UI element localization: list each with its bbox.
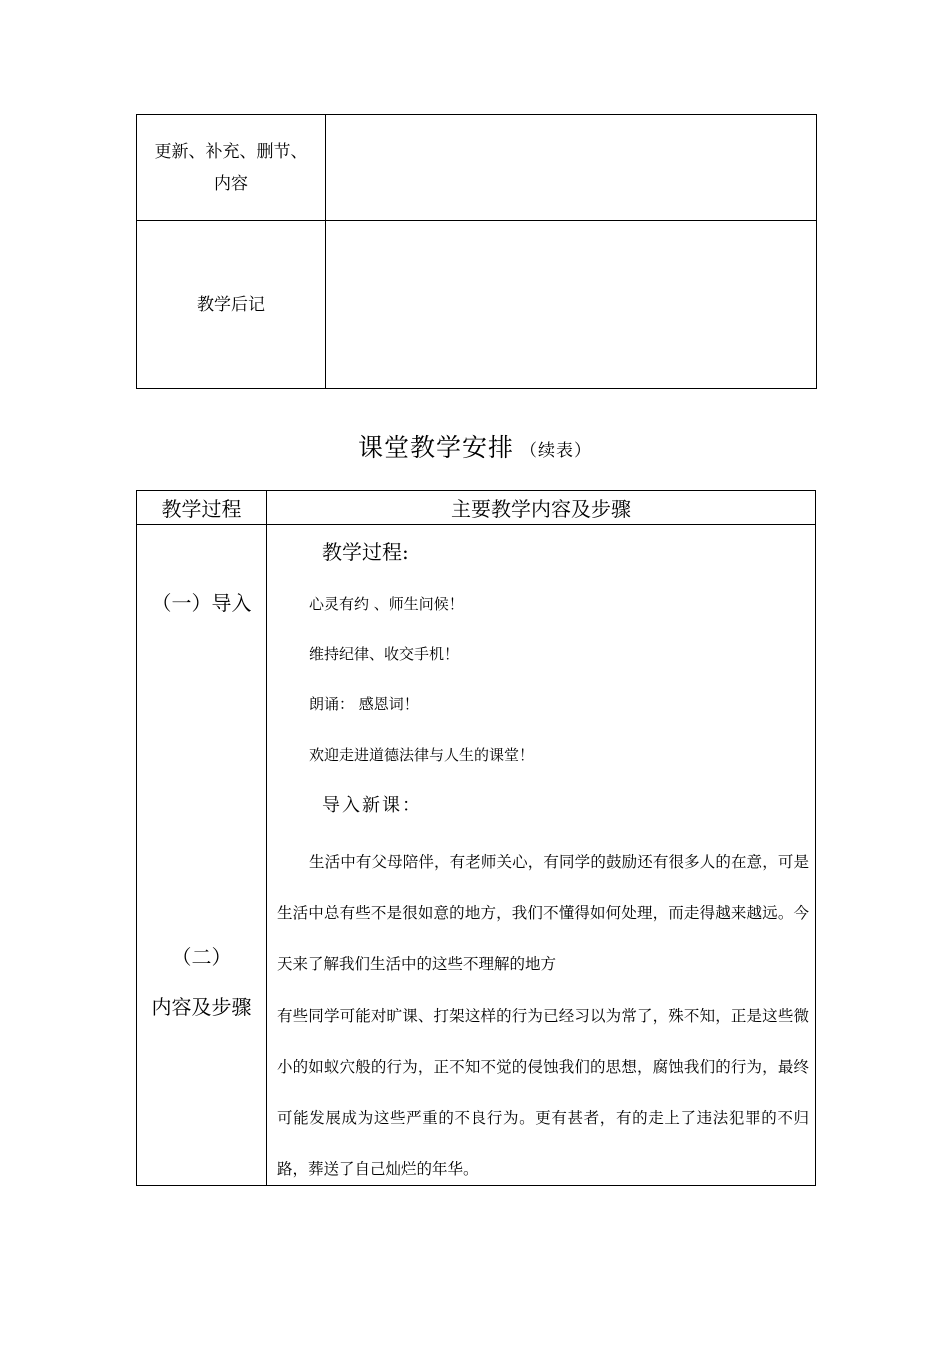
content-heading: 教学过程:	[322, 540, 409, 564]
section-title	[0, 428, 950, 464]
process-labels-cell	[137, 525, 267, 1186]
section-title-sub: （续表）	[520, 441, 592, 461]
header-process: 教学过程	[137, 491, 267, 525]
label-part2-text: 内容及步骤	[151, 995, 252, 1019]
teaching-notes-label: 教学后记	[137, 221, 326, 389]
content-line-1: 心灵有约 、师生问候！	[309, 595, 464, 613]
update-label-line1: 更新、补充、删节、	[154, 141, 308, 162]
update-label-line2: 内容	[214, 173, 248, 194]
header-content-steps: 主要教学内容及步骤	[267, 491, 816, 525]
content-line-4: 欢迎走进道德法律与人生的课堂！	[309, 746, 535, 764]
update-content-cell	[326, 115, 817, 221]
section-title-main: 课堂教学安排	[357, 433, 514, 462]
content-line-3: 朗诵： 感恩词！	[309, 695, 419, 713]
label-intro: （一）导入	[151, 591, 252, 615]
top-table	[136, 114, 817, 389]
label-part2-number: （二）	[171, 945, 232, 969]
teaching-notes-content-cell	[326, 221, 817, 389]
content-paragraph-2: 有些同学可能对旷课、打架这样的行为已经习以为常了，殊不知，正是这些微小的如蚁穴般的行为，正不知不觉的侵蚀我们的思想，腐蚀我们的行为，最终可能发展成为这些严重的不良行为。更有甚者，有的走上了违法犯罪的不归路，葬送了自己灿烂的年华。	[277, 1007, 809, 1178]
content-paragraph-1: 生活中有父母陪伴，有老师关心，有同学的鼓励还有很多人的在意，可是生活中总有些不是很如意的地方，我们不懂得如何处理，而走得越来越远。今天来了解我们生活中的这些不理解的地方	[277, 853, 809, 973]
content-cell	[267, 525, 816, 1186]
update-label-cell	[137, 115, 326, 221]
content-line-2: 维持纪律、收交手机！	[309, 645, 460, 663]
main-table	[136, 490, 816, 1186]
content-subheading: 导入新课：	[322, 795, 422, 816]
